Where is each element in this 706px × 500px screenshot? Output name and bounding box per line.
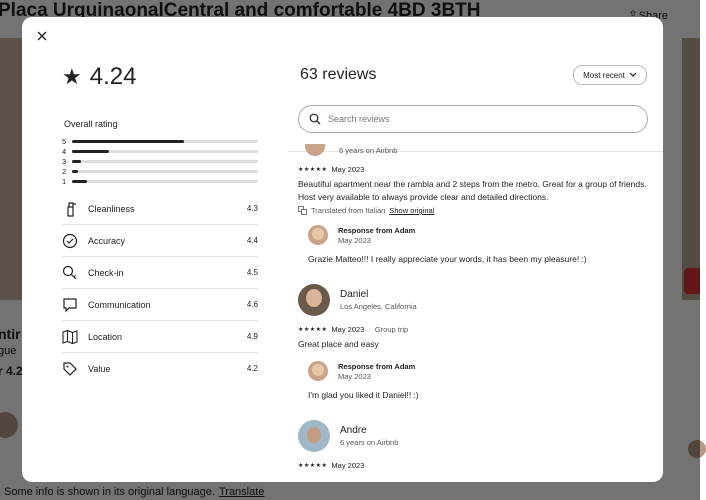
reviewer-meta: 6 years on Airbnb (339, 145, 398, 155)
close-button[interactable] (34, 29, 50, 45)
review-text: Beautiful apartment near the rambla and 2 steps from the metro. Great for a group of friends. Host very available to always provide clear and detailed directions. (298, 179, 647, 202)
sort-label: Most recent (583, 70, 625, 80)
rating-bar-label: 5 (62, 136, 67, 146)
category-score: 4.3 (246, 204, 258, 213)
category-accuracy (62, 225, 258, 257)
rating-bar-track (72, 160, 258, 163)
response-text: I'm glad you liked it Daniel!! :) (308, 390, 419, 400)
category-communication (62, 289, 258, 321)
response-title: Response from Adam (338, 361, 416, 371)
category-score: 4.6 (246, 300, 258, 309)
review-date: May 2023 (331, 324, 365, 334)
response-title: Response from Adam (338, 225, 416, 235)
host-avatar (308, 361, 328, 381)
review-text: Great place and easy (298, 339, 379, 349)
rating-bar-fill (72, 150, 109, 153)
translated-label: Translated from Italian (311, 206, 386, 215)
search-icon (309, 113, 321, 125)
rating-value: 4.24 (89, 63, 137, 90)
sort-dropdown[interactable] (573, 65, 647, 85)
category-label: Accuracy (88, 235, 126, 246)
response-date: May 2023 (338, 235, 371, 245)
map-icon (62, 327, 88, 347)
review-item: Daniel Los Angeles, California ★★★★★ May 2023 · Group trip Great place and easy Response from Adam May 2023 I'm glad you liked it Daniel!! :) (298, 284, 658, 400)
review-date: May 2023 (331, 164, 365, 174)
rating-bar-row (62, 166, 258, 176)
overall-score (62, 63, 136, 91)
rating-bar-label: 1 (62, 176, 67, 186)
reviewer-tenure: 6 years on Airbnb (340, 438, 399, 447)
rating-bar-track (72, 180, 258, 183)
host-response (308, 225, 658, 245)
rating-bar-fill (72, 170, 78, 173)
rating-bar-row (62, 136, 258, 146)
category-check-in (62, 257, 258, 289)
category-ratings (62, 193, 258, 384)
reviewer-avatar (305, 144, 325, 156)
search-box[interactable] (298, 105, 648, 133)
rating-distribution (62, 136, 258, 186)
response-text: Grazie Matteo!!! I really appreciate your words, it has been my pleasure! :) (308, 254, 587, 264)
category-score: 4.5 (246, 268, 258, 277)
category-score: 4.4 (246, 236, 258, 245)
reviews-feed[interactable] (298, 145, 658, 482)
rating-bar-row (62, 156, 258, 166)
star-icon: ★ (62, 64, 82, 89)
category-label: Cleanliness (88, 203, 135, 214)
tag-icon (62, 359, 88, 379)
category-cleanliness (62, 193, 258, 225)
category-label: Value (88, 363, 111, 374)
rating-bar-fill (72, 140, 184, 143)
key-icon (62, 263, 88, 283)
category-score: 4.2 (246, 364, 258, 373)
category-score: 4.9 (246, 332, 258, 341)
check-circle-icon (62, 231, 88, 251)
spray-bottle-icon (62, 199, 88, 219)
response-date: May 2023 (338, 371, 371, 381)
translation-note (298, 206, 658, 215)
reviewer-avatar[interactable] (298, 420, 330, 452)
category-label: Location (88, 331, 123, 342)
rating-bar-track (72, 170, 258, 173)
rating-bar-fill (72, 180, 87, 183)
chat-bubble-icon (62, 295, 88, 315)
host-avatar (308, 225, 328, 245)
search-input[interactable] (326, 113, 630, 125)
reviewer-location: Los Angeles, California (340, 302, 417, 311)
overall-rating-label: Overall rating (64, 119, 118, 129)
chevron-down-icon (629, 72, 637, 78)
rating-bar-track (72, 140, 258, 143)
rating-bar-track (72, 150, 258, 153)
rating-bar-label: 2 (62, 166, 67, 176)
category-location (62, 321, 258, 353)
reviews-panel (298, 17, 663, 482)
review-item (298, 144, 658, 264)
rating-bar-label: 4 (62, 146, 67, 156)
category-label: Check-in (88, 267, 124, 278)
rating-bar-row (62, 146, 258, 156)
reviewer-name: Daniel (340, 289, 369, 300)
translate-icon (298, 206, 307, 215)
show-original-link[interactable]: Show original (389, 206, 435, 215)
rating-bar-fill (72, 160, 81, 163)
review-stars: ★★★★★ (298, 326, 328, 333)
category-label: Communication (88, 299, 151, 310)
reviews-count-title: 63 reviews (300, 66, 377, 83)
rating-bar-label: 3 (62, 156, 67, 166)
review-item (298, 420, 658, 472)
reviewer-name: Andre (340, 425, 367, 436)
rating-bar-row (62, 176, 258, 186)
trip-type: Group trip (374, 324, 409, 334)
review-stars: ★★★★★ (298, 462, 328, 469)
category-value (62, 353, 258, 384)
review-date: May 2023 (331, 460, 365, 470)
review-stars: ★★★★★ (298, 166, 328, 173)
host-response (308, 361, 658, 381)
reviews-modal (22, 17, 663, 482)
close-icon (37, 31, 47, 41)
reviewer-avatar[interactable] (298, 284, 330, 316)
